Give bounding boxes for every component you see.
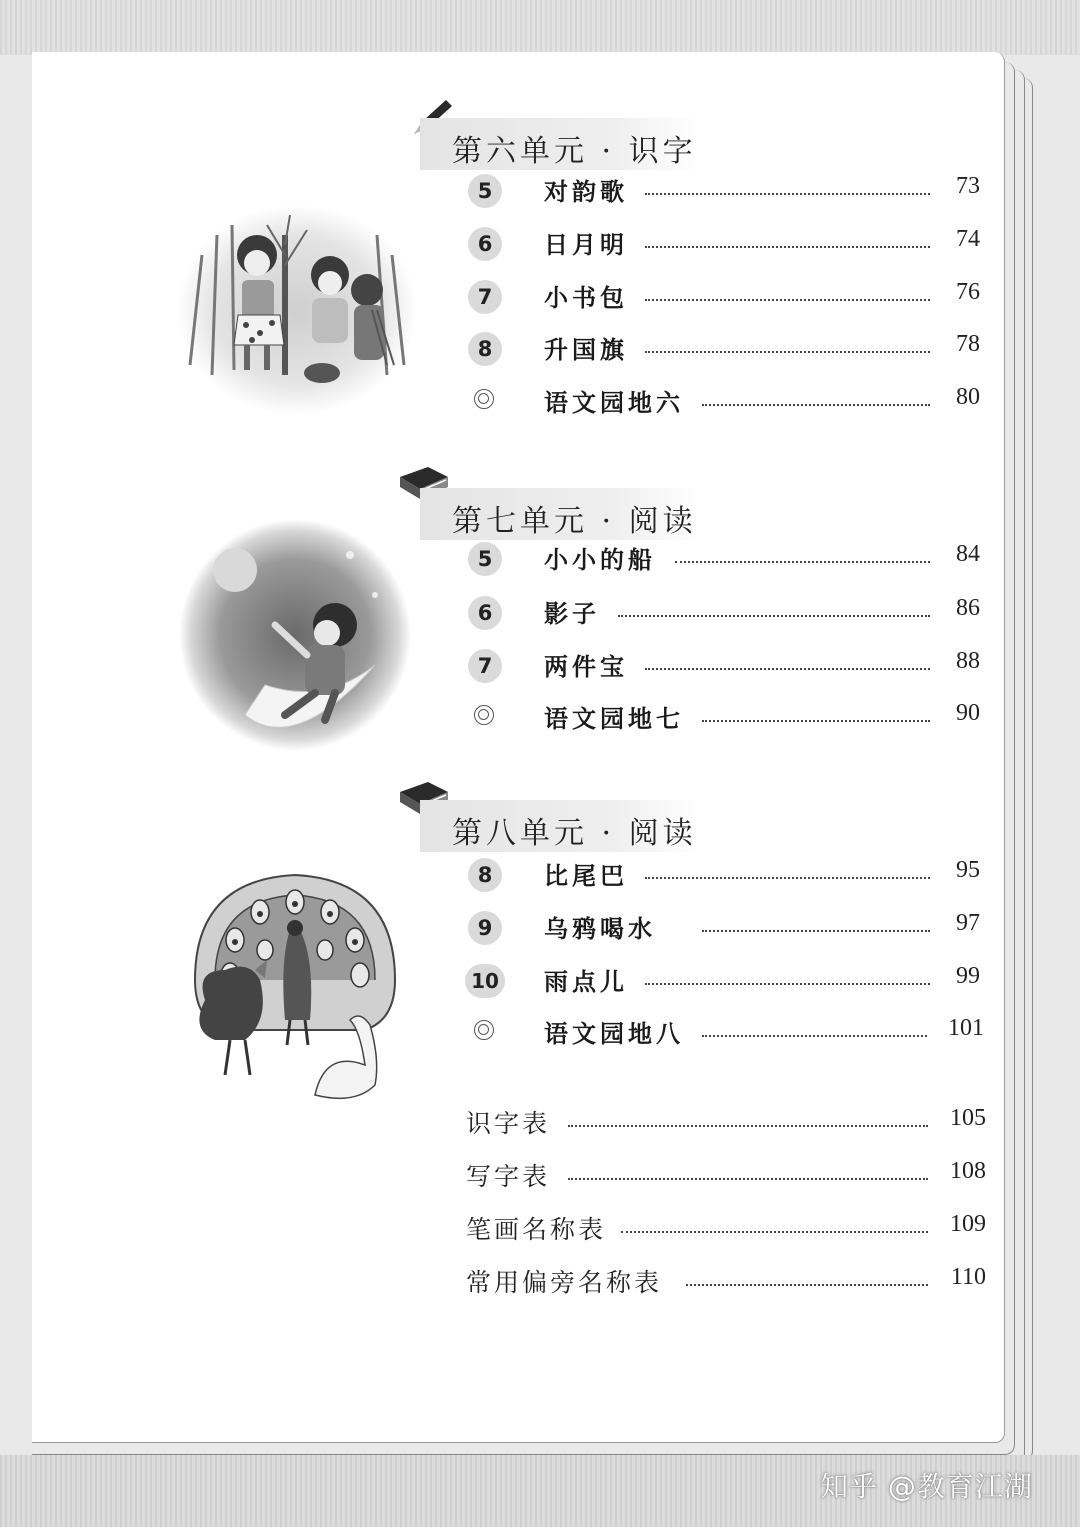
page-number: 95: [956, 857, 980, 883]
page-number: 84: [956, 541, 980, 567]
section-header: [420, 488, 700, 540]
page-number: 76: [956, 279, 980, 305]
lesson-title: 升国旗: [544, 335, 628, 364]
lesson-number: 10: [465, 964, 505, 998]
toc-row[interactable]: [440, 330, 980, 370]
page-number: 99: [956, 963, 980, 989]
page-number: 105: [950, 1105, 986, 1131]
dot-leader: [702, 930, 930, 932]
appendix-title: 写字表: [466, 1162, 551, 1191]
toc-row[interactable]: [440, 594, 980, 634]
lesson-title: 影子: [544, 599, 600, 628]
appendix-title: 常用偏旁名称表: [466, 1268, 663, 1297]
lesson-number: 7: [468, 280, 502, 314]
dot-leader: [568, 1125, 928, 1127]
toc-row[interactable]: [440, 962, 980, 1002]
toc-row[interactable]: [440, 699, 980, 739]
page-number: 88: [956, 648, 980, 674]
garden-circle-icon: [474, 1020, 494, 1040]
garden-circle-icon: [474, 705, 494, 725]
page-number: 73: [956, 173, 980, 199]
scan-band-top: [0, 0, 1080, 55]
lesson-number: 5: [468, 542, 502, 576]
page-number: 90: [956, 700, 980, 726]
section-title: 第七单元 · 阅读: [452, 504, 697, 539]
dot-leader: [621, 1231, 928, 1233]
toc-row[interactable]: [440, 909, 980, 949]
dot-leader: [645, 351, 930, 353]
page-number: 80: [956, 384, 980, 410]
dot-leader: [618, 615, 930, 617]
dot-leader: [702, 404, 930, 406]
dot-leader: [675, 561, 930, 563]
lesson-number: 9: [468, 911, 502, 945]
lesson-number: 5: [468, 174, 502, 208]
toc-row[interactable]: [440, 540, 980, 580]
page-number: 78: [956, 331, 980, 357]
dot-leader: [702, 1035, 927, 1037]
page-number: 110: [950, 1264, 986, 1290]
appendix-row[interactable]: [466, 1210, 986, 1250]
page-number: 74: [956, 226, 980, 252]
dot-leader: [645, 246, 930, 248]
dot-leader: [645, 877, 930, 879]
toc-row[interactable]: [440, 172, 980, 212]
dot-leader: [686, 1284, 928, 1286]
toc-row[interactable]: [440, 225, 980, 265]
appendix-row[interactable]: [466, 1263, 986, 1303]
dot-leader: [568, 1178, 928, 1180]
dot-leader: [702, 720, 930, 722]
lesson-number: 6: [468, 596, 502, 630]
lesson-title: 语文园地七: [544, 704, 684, 733]
lesson-title: 语文园地六: [544, 388, 684, 417]
page-number: 101: [948, 1015, 984, 1041]
section-title: 第八单元 · 阅读: [452, 816, 697, 851]
appendix-row[interactable]: [466, 1104, 986, 1144]
page-number: 108: [950, 1158, 986, 1184]
lesson-title: 对韵歌: [544, 177, 628, 206]
lesson-title: 日月明: [544, 230, 628, 259]
appendix-title: 笔画名称表: [466, 1215, 607, 1244]
watermark: 知乎 @教育江湖: [820, 1470, 1033, 1503]
lesson-title: 语文园地八: [544, 1019, 684, 1048]
lesson-title: 小小的船: [544, 545, 656, 574]
lesson-title: 两件宝: [544, 652, 628, 681]
lesson-title: 乌鸦喝水: [544, 914, 656, 943]
section-header: [420, 800, 700, 852]
lesson-title: 比尾巴: [544, 861, 628, 890]
lesson-number: 6: [468, 227, 502, 261]
garden-circle-icon: [474, 389, 494, 409]
page-number: 86: [956, 595, 980, 621]
lesson-number: 8: [468, 332, 502, 366]
toc-row[interactable]: [440, 383, 980, 423]
peacock-rooster-duck-illustration: [175, 870, 415, 1110]
child-on-moon-boat-illustration: [175, 515, 415, 755]
toc-row[interactable]: [440, 856, 980, 896]
dot-leader: [645, 668, 930, 670]
appendix-title: 识字表: [466, 1109, 551, 1138]
lesson-title: 雨点儿: [544, 967, 628, 996]
toc-row[interactable]: [440, 1014, 984, 1054]
lesson-number: 7: [468, 649, 502, 683]
appendix-row[interactable]: [466, 1157, 986, 1197]
children-planting-tree-illustration: [172, 195, 422, 420]
section-title: 第六单元 · 识字: [452, 134, 697, 169]
toc-row[interactable]: [440, 278, 980, 318]
toc-row[interactable]: [440, 647, 980, 687]
dot-leader: [645, 983, 930, 985]
page-number: 97: [956, 910, 980, 936]
dot-leader: [645, 193, 930, 195]
section-header: [420, 118, 700, 170]
lesson-title: 小书包: [544, 283, 628, 312]
page-number: 109: [950, 1211, 986, 1237]
lesson-number: 8: [468, 858, 502, 892]
dot-leader: [645, 299, 930, 301]
